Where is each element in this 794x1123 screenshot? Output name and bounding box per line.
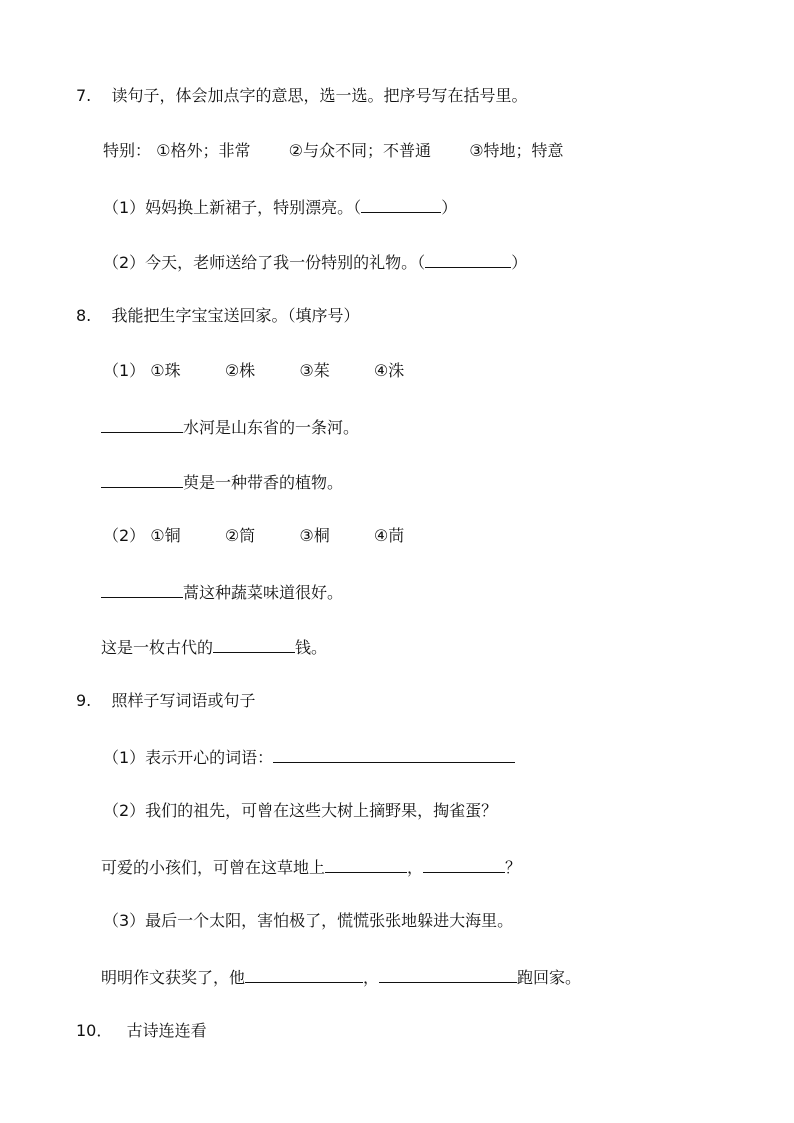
question-number: 9. bbox=[76, 691, 92, 710]
sentence-close: ） bbox=[511, 253, 528, 272]
fill-text: 钱。 bbox=[295, 638, 328, 657]
example-sentence: （3）最后一个太阳，害怕极了，慌慌张张地躲进大海里。 bbox=[103, 911, 514, 930]
group-label: （1） bbox=[103, 361, 146, 380]
char-option: ③茱 bbox=[299, 361, 330, 380]
q8-g2-line-1 bbox=[101, 581, 343, 603]
char-option: ①珠 bbox=[150, 361, 181, 380]
char-option: ②株 bbox=[224, 361, 256, 380]
meaning-option: ③特地；特意 bbox=[469, 141, 564, 160]
answer-blank[interactable] bbox=[273, 746, 515, 763]
char-option: ③桐 bbox=[299, 526, 330, 545]
q9-part-2-fill bbox=[101, 856, 521, 878]
question-number: 7. bbox=[76, 86, 92, 105]
q9-part-3-fill bbox=[101, 966, 581, 988]
question-text: 读句子，体会加点字的意思，选一选。把序号写在括号里。 bbox=[111, 86, 528, 105]
meaning-option: ①格外；非常 bbox=[156, 141, 251, 160]
fill-text: 明明作文获奖了，他 bbox=[101, 968, 246, 987]
question-number: 10． bbox=[76, 1021, 113, 1040]
prompt-text: （1）表示开心的词语： bbox=[103, 748, 274, 767]
answer-blank[interactable] bbox=[423, 856, 505, 873]
example-sentence: （2）我们的祖先，可曾在这些大树上摘野果，掏雀蛋？ bbox=[103, 801, 498, 820]
fill-text: 蒿这种蔬菜味道很好。 bbox=[183, 583, 344, 602]
answer-blank[interactable] bbox=[361, 196, 441, 213]
answer-blank[interactable] bbox=[325, 856, 407, 873]
answer-blank[interactable] bbox=[101, 581, 183, 598]
q9-part-3 bbox=[103, 911, 513, 931]
q9-part-1 bbox=[103, 746, 515, 768]
fill-text: ， bbox=[407, 858, 424, 877]
group-label: （2） bbox=[103, 526, 146, 545]
question-text: 古诗连连看 bbox=[126, 1021, 207, 1040]
sentence-close: ） bbox=[441, 198, 458, 217]
answer-blank[interactable] bbox=[425, 251, 511, 268]
answer-blank[interactable] bbox=[101, 471, 183, 488]
answer-blank[interactable] bbox=[245, 966, 363, 983]
fill-text: 可爱的小孩们，可曾在这草地上 bbox=[101, 858, 326, 877]
question-text: 我能把生字宝宝送回家。（填序号） bbox=[111, 306, 360, 325]
answer-blank[interactable] bbox=[379, 966, 517, 983]
meaning-option: ②与众不同；不普通 bbox=[288, 141, 432, 160]
q8-group-2-options bbox=[103, 526, 404, 546]
answer-blank[interactable] bbox=[213, 636, 295, 653]
question-10-title bbox=[76, 1021, 207, 1041]
q8-g2-line-2 bbox=[101, 636, 327, 658]
question-number: 8. bbox=[76, 306, 92, 325]
fill-text: 这是一枚古代的 bbox=[101, 638, 214, 657]
char-option: ④茼 bbox=[373, 526, 405, 545]
sentence-text: （2）今天，老师送给了我一份特别的礼物。（ bbox=[103, 253, 426, 272]
sentence-text: （1）妈妈换上新裙子，特别漂亮。（ bbox=[103, 198, 362, 217]
fill-text: 萸是一种带香的植物。 bbox=[183, 473, 344, 492]
q8-g1-line-2 bbox=[101, 471, 343, 493]
question-8-title bbox=[76, 306, 359, 326]
char-option: ①铜 bbox=[150, 526, 181, 545]
question-9-title bbox=[76, 691, 255, 711]
q7-sentence-2 bbox=[103, 251, 527, 273]
q7-sentence-1 bbox=[103, 196, 457, 218]
answer-blank[interactable] bbox=[101, 416, 183, 433]
fill-text: 跑回家。 bbox=[517, 968, 582, 987]
fill-text: ？ bbox=[505, 858, 522, 877]
char-option: ②筒 bbox=[224, 526, 256, 545]
meanings-label: 特别： bbox=[103, 141, 152, 160]
question-7-title bbox=[76, 86, 527, 106]
question-text: 照样子写词语或句子 bbox=[111, 691, 256, 710]
char-option: ④洙 bbox=[373, 361, 405, 380]
meanings-row bbox=[103, 141, 564, 161]
q8-g1-line-1 bbox=[101, 416, 359, 438]
q8-group-1-options bbox=[103, 361, 404, 381]
fill-text: 水河是山东省的一条河。 bbox=[183, 418, 360, 437]
fill-text: ， bbox=[363, 968, 380, 987]
q9-part-2 bbox=[103, 801, 497, 821]
